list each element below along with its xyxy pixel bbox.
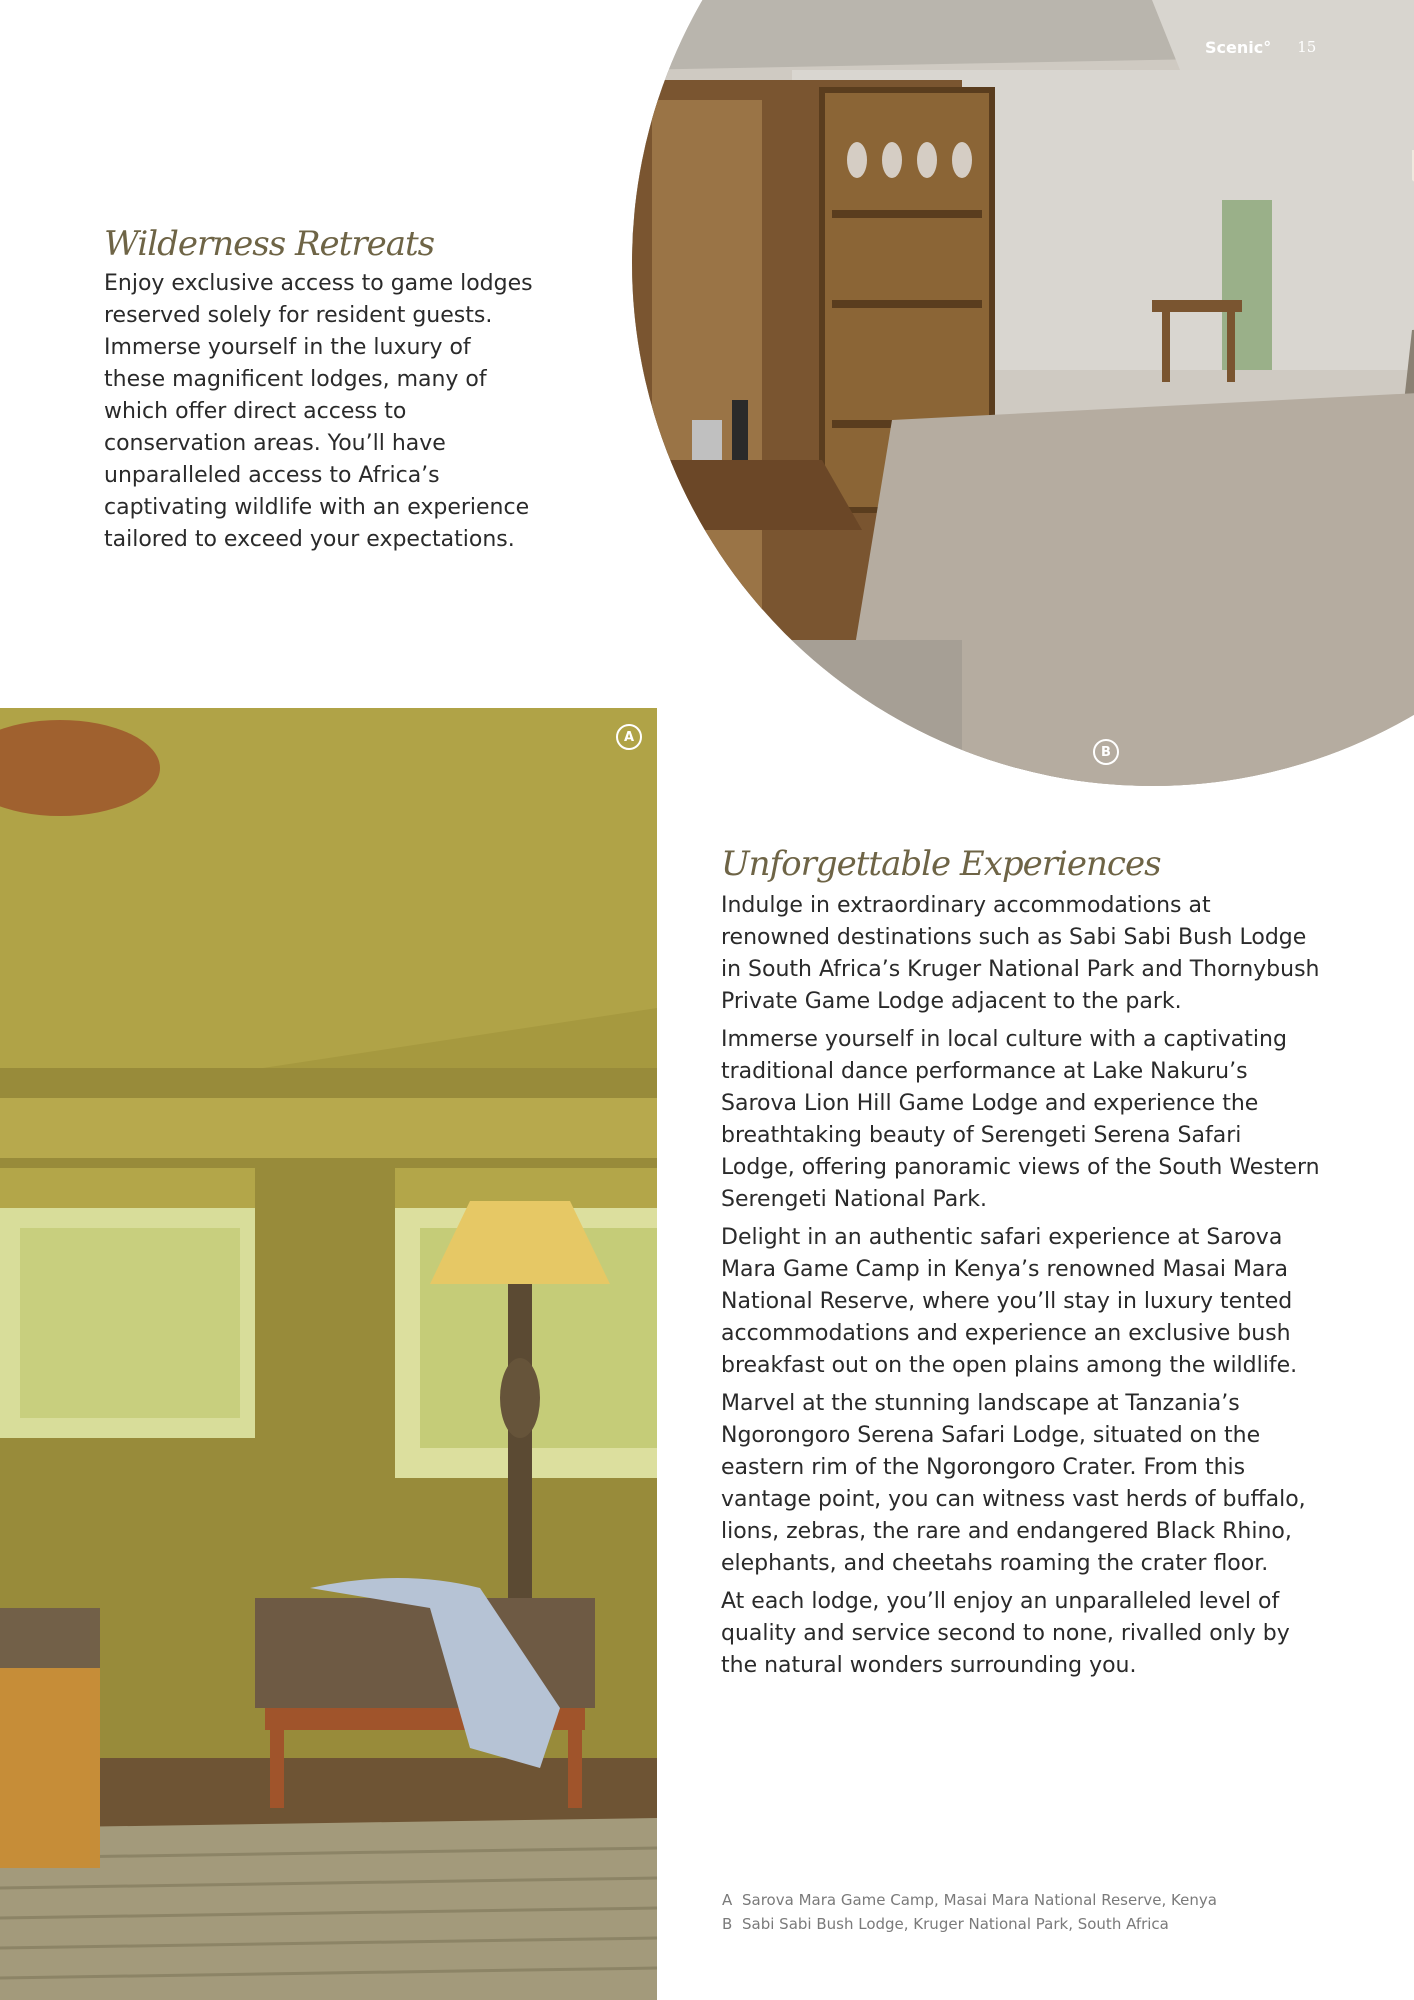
experience-paragraph: At each lodge, you’ll enjoy an unparalleled level of quality and service second to none, rivalled only by the natural wonders surrounding you. xyxy=(721,1589,1290,1678)
page-header xyxy=(1205,38,1316,57)
photo-captions xyxy=(722,1888,1217,1936)
experience-paragraph: Indulge in extraordinary accommodations at renowned destinations such as Sabi Sabi Bush Lodge in South Africa’s Kruger National Park and Thornybush Private Game Lodge adjacent to the park. xyxy=(721,893,1320,1014)
photo-sabi-sabi-bedroom xyxy=(632,0,1414,786)
photo-a-marker: A xyxy=(616,724,642,750)
caption-letter: A xyxy=(722,1891,733,1909)
caption-letter: B xyxy=(722,1915,733,1933)
page-number: 15 xyxy=(1297,38,1317,56)
photo-b-marker: B xyxy=(1093,739,1119,765)
caption-text: Sabi Sabi Bush Lodge, Kruger National Park, South Africa xyxy=(742,1915,1169,1933)
brand-logo: Scenic° xyxy=(1205,38,1272,57)
unforgettable-experiences-section xyxy=(721,844,1321,1688)
photo-sarova-mara-tent xyxy=(0,708,657,2000)
caption-text: Sarova Mara Game Camp, Masai Mara National Reserve, Kenya xyxy=(742,1891,1217,1909)
wilderness-title: Wilderness Retreats xyxy=(104,224,435,264)
experience-paragraph: Marvel at the stunning landscape at Tanzania’s Ngorongoro Serena Safari Lodge, situated on the eastern rim of the Ngorongoro Crater. From this vantage point, you can witness vast herds of buffalo, lions, zebras, the rare and endangered Black Rhino, elephants, and cheetahs roaming the crater floor. xyxy=(721,1391,1306,1576)
caption-b xyxy=(722,1912,1217,1936)
caption-a xyxy=(722,1888,1217,1912)
experience-paragraph: Immerse yourself in local culture with a captivating traditional dance performance at Lake Nakuru’s Sarova Lion Hill Game Lodge and experience the breathtaking beauty of Serengeti Serena Safari Lodge, offering panoramic views of the South Western Serengeti National Park. xyxy=(721,1027,1320,1212)
wilderness-body: Enjoy exclusive access to game lodges reserved solely for resident guests. Immerse yourself in the luxury of these magnificent lodges, many of which offer direct access to conservation areas. You’ll have unparalleled access to Africa’s captivating wildlife with an experience tailored to exceed your expectations. xyxy=(104,271,533,552)
wilderness-retreats-section xyxy=(104,224,534,556)
experience-paragraph: Delight in an authentic safari experience at Sarova Mara Game Camp in Kenya’s renowned Masai Mara National Reserve, where you’ll stay in luxury tented accommodations and experience an exclusive bush breakfast out on the open plains among the wildlife. xyxy=(721,1225,1298,1378)
unforgettable-title: Unforgettable Experiences xyxy=(721,844,1161,884)
